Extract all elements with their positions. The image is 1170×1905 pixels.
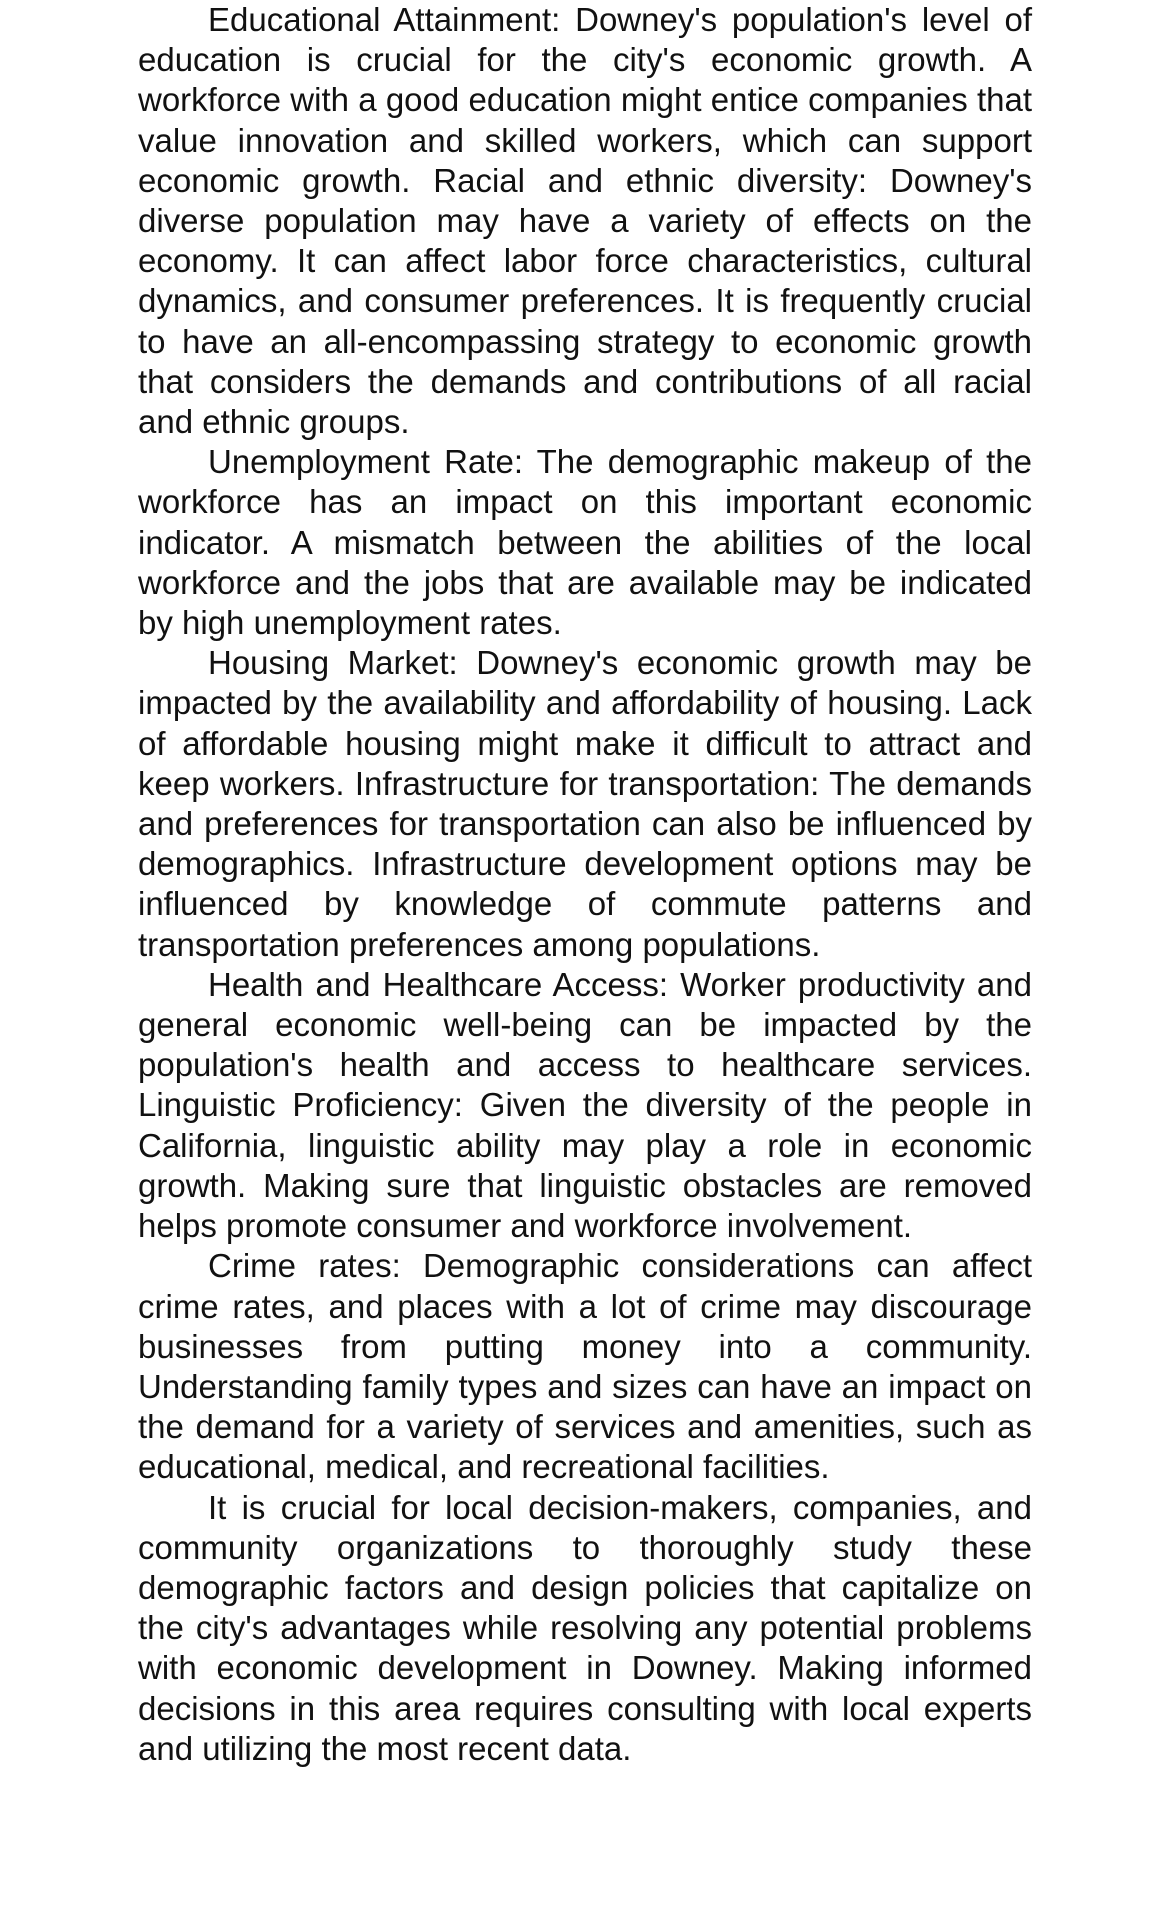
document-page	[138, 0, 1032, 1769]
paragraph-housing-market: Housing Market: Downey's economic growth may be impacted by the availability and affordability of housing. Lack of affordable housing might make it difficult to attract and keep workers. Infrastructure for transportation: The demands and preferences for transportation can also be influenced by demographics. Infrastructure development options may be influenced by knowledge of commute patterns and transportation preferences among populations.	[138, 644, 1032, 963]
paragraph-health-access: Health and Healthcare Access: Worker productivity and general economic well-being can be impacted by the population's health and access to healthcare services. Linguistic Proficiency: Given the diversity of the people in California, linguistic ability may play a role in economic growth. Making sure that linguistic obstacles are removed helps promote consumer and workforce involvement.	[138, 965, 1032, 1245]
paragraph-crime-rates: Crime rates: Demographic considerations can affect crime rates, and places with a lot of crime may discourage businesses from putting money into a community. Understanding family types and sizes can have an impact on the demand for a variety of services and amenities, such as educational, medical, and recreational facilities.	[138, 1247, 1032, 1486]
paragraph-educational-attainment: Educational Attainment: Downey's population's level of education is crucial for the city's economic growth. A workforce with a good education might entice companies that value innovation and skilled workers, which can support economic growth. Racial and ethnic diversity: Downey's diverse population may have a variety of effects on the economy. It can affect labor force characteristics, cultural dynamics, and consumer preferences. It is frequently crucial to have an all-encompassing strategy to economic growth that considers the demands and contributions of all racial and ethnic groups.	[138, 1, 1032, 441]
paragraph-unemployment-rate: Unemployment Rate: The demographic makeup of the workforce has an impact on this important economic indicator. A mismatch between the abilities of the local workforce and the jobs that are available may be indicated by high unemployment rates.	[138, 443, 1032, 642]
paragraph-conclusion: It is crucial for local decision-makers, companies, and community organizations to thoroughly study these demographic factors and design policies that capitalize on the city's advantages while resolving any potential problems with economic development in Downey. Making informed decisions in this area requires consulting with local experts and utilizing the most recent data.	[138, 1488, 1032, 1767]
